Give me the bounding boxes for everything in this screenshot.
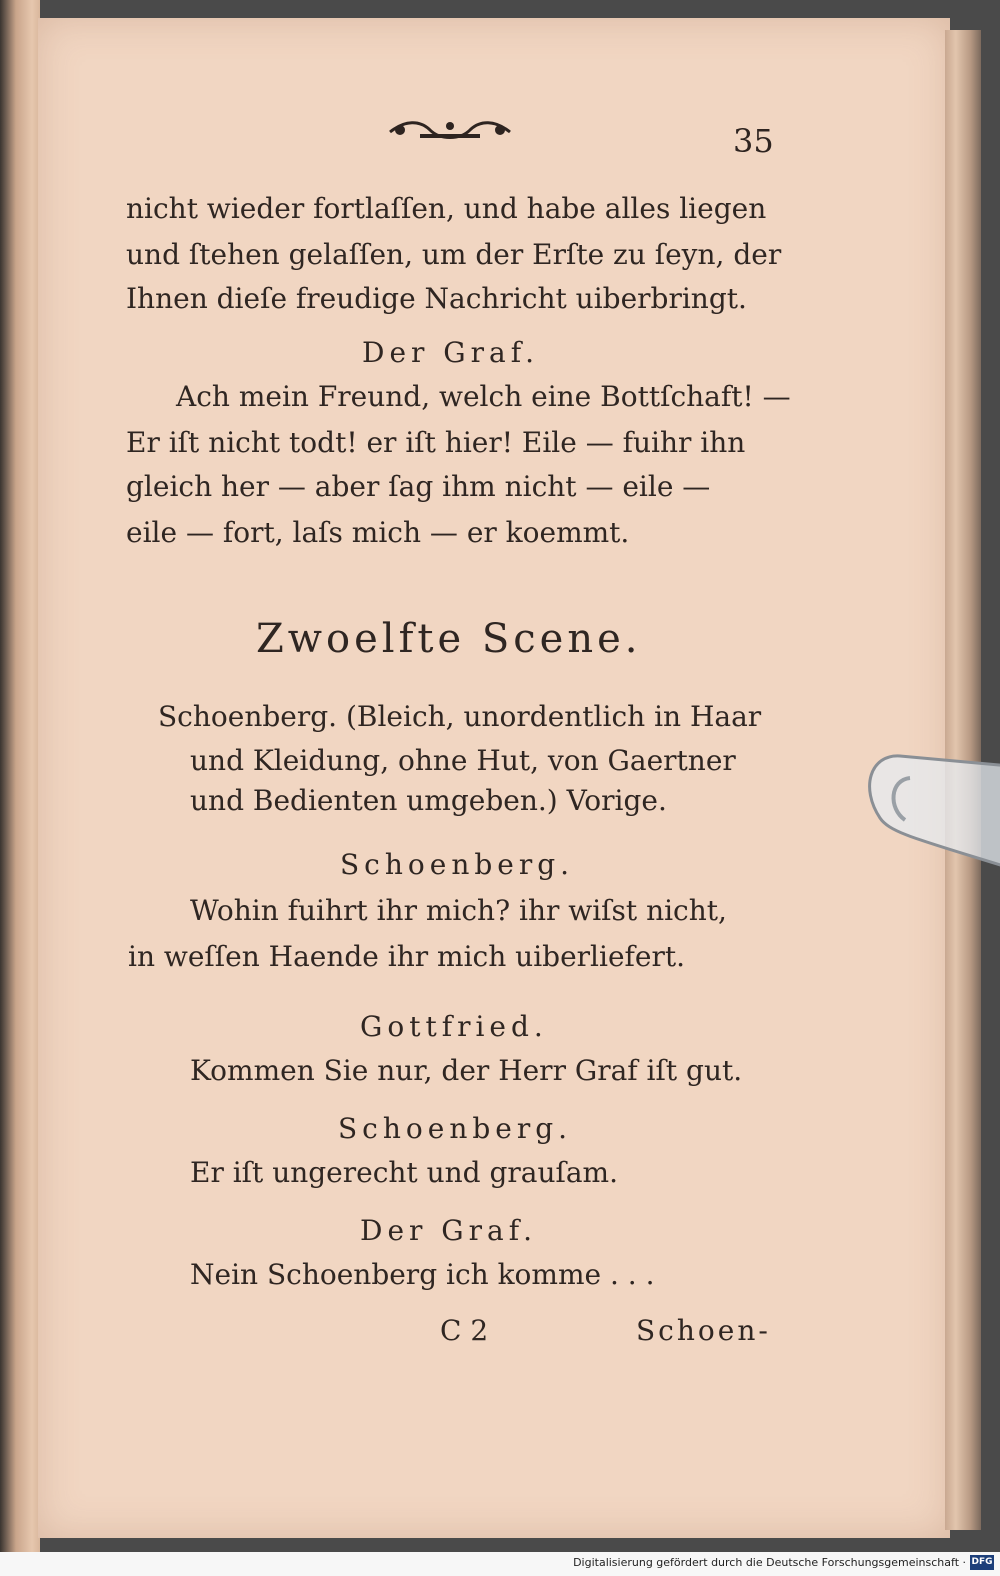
stage-direction: Schoenberg. (Bleich, unordentlich in Haar (158, 700, 762, 733)
left-page-edge (0, 0, 40, 1576)
dfg-logo: DFG (970, 1555, 994, 1570)
speaker-name: Gottfried. (360, 1010, 548, 1043)
speaker-name: Der Graf. (360, 1214, 538, 1247)
speaker-name: Schoenberg. (340, 848, 575, 881)
speaker-name: Schoenberg. (338, 1112, 573, 1145)
catchword: Schoen- (636, 1314, 771, 1347)
text-line: Ach mein Freund, welch eine Bottſchaft! — (176, 380, 791, 413)
text-line: nicht wieder fortlaſſen, und habe alles liegen (126, 192, 767, 225)
text-line: Kommen Sie nur, der Herr Graf iſt gut. (190, 1054, 743, 1087)
text-line: in weſſen Haende ihr mich uiberliefert. (128, 940, 685, 973)
text-line: Ihnen dieſe freudige Nachricht uiberbringt. (126, 282, 747, 315)
text-line: Nein Schoenberg ich komme . . . (190, 1258, 655, 1291)
text-line: Er iſt nicht todt! er iſt hier! Eile — fuihr ihn (126, 426, 746, 459)
speaker-name: Der Graf. (362, 336, 540, 369)
page-number: 35 (733, 122, 774, 160)
funding-credit: Digitalisierung gefördert durch die Deutsche Forschungsgemeinschaft · (573, 1556, 966, 1569)
stage-direction: und Kleidung, ohne Hut, von Gaertner (190, 744, 736, 777)
signature-mark: C 2 (440, 1314, 489, 1347)
stage-direction: und Bedienten umgeben.) Vorige. (190, 784, 667, 817)
text-line: gleich her — aber ſag ihm nicht — eile — (126, 470, 711, 503)
text-line: Wohin fuihrt ihr mich? ihr wiſst nicht, (190, 894, 727, 927)
text-line: eile — fort, laſs mich — er koemmt. (126, 516, 630, 549)
page-clip-icon (850, 748, 1000, 868)
ornament-icon (380, 112, 520, 152)
text-line: Er iſt ungerecht und grauſam. (190, 1156, 619, 1189)
scene-heading: Zwoelfte Scene. (256, 616, 642, 662)
text-line: und ſtehen gelaſſen, um der Erſte zu ſeyn, der (126, 238, 782, 271)
